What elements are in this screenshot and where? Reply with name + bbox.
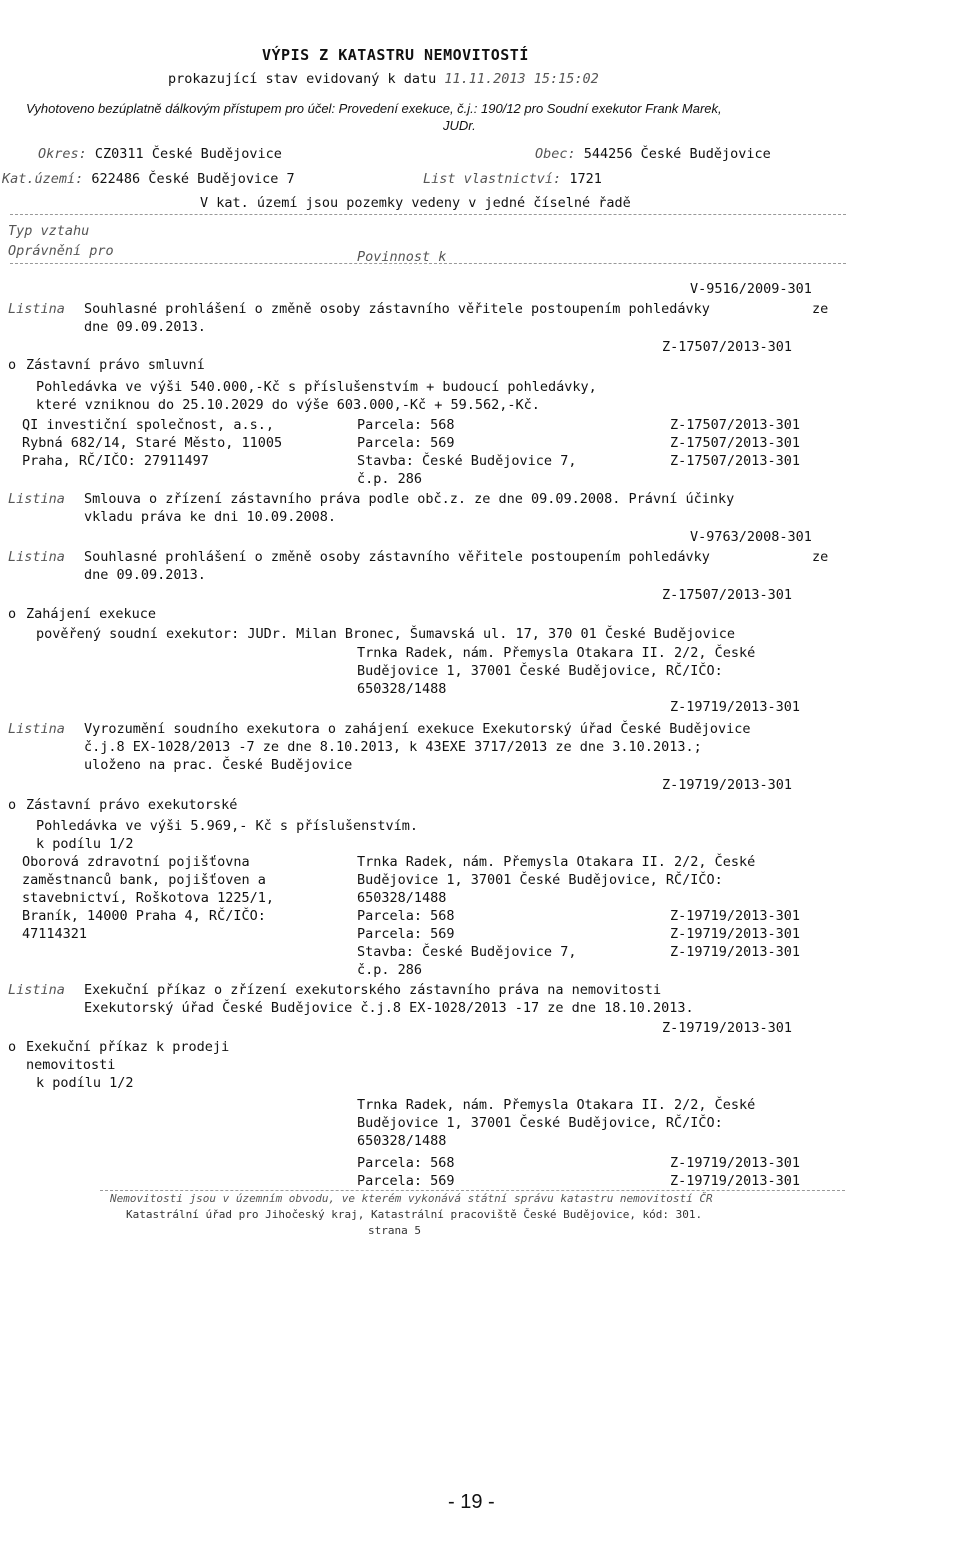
section-title: Exekuční příkaz k prodeji xyxy=(26,1039,230,1055)
object-text: Parcela: 569 xyxy=(357,435,455,451)
z-reference: Z-19719/2013-301 xyxy=(662,1020,793,1036)
object-text: č.p. 286 xyxy=(357,962,423,978)
listina-text: Exekuční příkaz o zřízení exekutorského zástavního práva na nemovitosti xyxy=(84,982,662,998)
z-reference: Z-19719/2013-301 xyxy=(662,777,793,793)
party-text: Braník, 14000 Praha 4, RČ/IČO: xyxy=(22,908,266,924)
issued-line-1: Vyhotoveno bezúplatně dálkovým přístupem pro účel: Provedení exekuce, č.j.: 190/12 pro Soudní exekutor Frank Marek, xyxy=(26,101,722,116)
party-text: QI investiční společnost, a.s., xyxy=(22,417,274,433)
okres-row xyxy=(38,145,282,163)
lv-row xyxy=(423,170,602,188)
z-reference: Z-19719/2013-301 xyxy=(670,699,801,715)
object-text: Parcela: 568 xyxy=(357,908,455,924)
party-text: Budějovice 1, 37001 České Budějovice, RČ/IČO: xyxy=(357,1115,723,1131)
section-text: pověřený soudní exekutor: JUDr. Milan Bronec, Šumavská ul. 17, 370 01 České Budějovice xyxy=(36,626,735,642)
z-reference: Z-19719/2013-301 xyxy=(670,926,801,942)
katuzemi-row xyxy=(2,170,295,188)
listina-text: dne 09.09.2013. xyxy=(84,567,206,583)
footer-line-3: strana 5 xyxy=(368,1224,421,1237)
party-text: 47114321 xyxy=(22,926,88,942)
z-reference: Z-17507/2013-301 xyxy=(662,339,793,355)
listina-text: dne 09.09.2013. xyxy=(84,319,206,335)
katuzemi-label: Kat.území: xyxy=(2,171,84,187)
z-reference: Z-19719/2013-301 xyxy=(670,908,801,924)
party-text: 650328/1488 xyxy=(357,1133,447,1149)
object-text: Stavba: České Budějovice 7, xyxy=(357,944,577,960)
party-text: zaměstnanců bank, pojišťoven a xyxy=(22,872,266,888)
footer-line-1: Nemovitosti jsou v územním obvodu, ve kterém vykonává státní správu katastru nemovitostí ČR xyxy=(110,1192,713,1205)
bullet-icon: o xyxy=(8,1039,17,1055)
z-reference: Z-19719/2013-301 xyxy=(670,1173,801,1189)
listina-label: Listina xyxy=(8,549,65,565)
party-text: Trnka Radek, nám. Přemysla Otakara II. 2/2, České xyxy=(357,645,756,661)
listina-text: ze xyxy=(812,549,829,565)
section-text: Pohledávka ve výši 540.000,-Kč s příslušenstvím + budoucí pohledávky, xyxy=(36,379,597,395)
header-divider-top xyxy=(10,214,846,215)
subtitle-prefix: prokazující stav evidovaný k datu xyxy=(168,71,437,87)
listina-text: Vyrozumění soudního exekutora o zahájení exekuce Exekutorský úřad České Budějovice xyxy=(84,721,751,737)
object-text: Parcela: 568 xyxy=(357,1155,455,1171)
section-title: nemovitosti xyxy=(26,1057,116,1073)
party-text: Praha, RČ/IČO: 27911497 xyxy=(22,453,209,469)
listina-text: vkladu práva ke dni 10.09.2008. xyxy=(84,509,336,525)
section-text: které vzniknou do 25.10.2029 do výše 603.000,-Kč + 59.562,-Kč. xyxy=(36,397,540,413)
party-text: Oborová zdravotní pojišťovna xyxy=(22,854,250,870)
party-text: Rybná 682/14, Staré Město, 11005 xyxy=(22,435,283,451)
party-text: Trnka Radek, nám. Přemysla Otakara II. 2/2, České xyxy=(357,854,756,870)
z-reference: Z-17507/2013-301 xyxy=(662,587,793,603)
document-subtitle xyxy=(168,70,599,88)
object-text: Parcela: 569 xyxy=(357,926,455,942)
header-divider-bottom xyxy=(10,263,846,264)
section-title: Zahájení exekuce xyxy=(26,606,157,622)
z-reference: Z-17507/2013-301 xyxy=(670,453,801,469)
section-text: k podílu 1/2 xyxy=(36,1075,134,1091)
footer-divider xyxy=(100,1190,845,1191)
listina-text: Souhlasné prohlášení o změně osoby zástavního věřitele postoupením pohledávky xyxy=(84,549,710,565)
listina-text: Souhlasné prohlášení o změně osoby zástavního věřitele postoupením pohledávky xyxy=(84,301,710,317)
document-title: VÝPIS Z KATASTRU NEMOVITOSTÍ xyxy=(262,46,529,64)
listina-text: Exekutorský úřad České Budějovice č.j.8 EX-1028/2013 -17 ze dne 18.10.2013. xyxy=(84,1000,694,1016)
party-text: Trnka Radek, nám. Přemysla Otakara II. 2/2, České xyxy=(357,1097,756,1113)
section-title: Zástavní právo smluvní xyxy=(26,357,205,373)
listina-label: Listina xyxy=(8,491,65,507)
bullet-icon: o xyxy=(8,606,17,622)
v-reference: V-9763/2008-301 xyxy=(690,529,812,545)
katuzemi-value: 622486 České Budějovice 7 xyxy=(91,171,295,187)
party-text: Budějovice 1, 37001 České Budějovice, RČ/IČO: xyxy=(357,663,723,679)
section-text: Pohledávka ve výši 5.969,- Kč s příslušenstvím. xyxy=(36,818,419,834)
bullet-icon: o xyxy=(8,357,17,373)
v-reference: V-9516/2009-301 xyxy=(690,281,812,297)
z-reference: Z-19719/2013-301 xyxy=(670,944,801,960)
col-povinnost-k: Povinnost k xyxy=(357,249,447,265)
col-opravneni-pro: Oprávnění pro xyxy=(8,243,114,259)
object-text: Stavba: České Budějovice 7, xyxy=(357,453,577,469)
obec-label: Obec: xyxy=(535,146,576,162)
katuzemi-note: V kat. území jsou pozemky vedeny v jedné číselné řadě xyxy=(200,195,631,211)
page-number: - 19 - xyxy=(448,1491,495,1513)
listina-text: Smlouva o zřízení zástavního práva podle obč.z. ze dne 09.09.2008. Právní účinky xyxy=(84,491,735,507)
listina-label: Listina xyxy=(8,982,65,998)
footer-line-2: Katastrální úřad pro Jihočeský kraj, Katastrální pracoviště České Budějovice, kód: 301. xyxy=(126,1208,703,1221)
bullet-icon: o xyxy=(8,797,17,813)
party-text: 650328/1488 xyxy=(357,890,447,906)
section-title: Zástavní právo exekutorské xyxy=(26,797,238,813)
lv-label: List vlastnictví: xyxy=(423,171,562,187)
object-text: č.p. 286 xyxy=(357,471,423,487)
okres-value: CZ0311 České Budějovice xyxy=(94,146,282,162)
z-reference: Z-19719/2013-301 xyxy=(670,1155,801,1171)
party-text: stavebnictví, Roškotova 1225/1, xyxy=(22,890,274,906)
obec-row xyxy=(535,145,771,163)
listina-label: Listina xyxy=(8,301,65,317)
issued-line-2: JUDr. xyxy=(443,118,476,133)
object-text: Parcela: 569 xyxy=(357,1173,455,1189)
section-text: k podílu 1/2 xyxy=(36,836,134,852)
party-text: 650328/1488 xyxy=(357,681,447,697)
z-reference: Z-17507/2013-301 xyxy=(670,417,801,433)
listina-text: ze xyxy=(812,301,829,317)
subtitle-date: 11.11.2013 15:15:02 xyxy=(444,71,599,87)
listina-label: Listina xyxy=(8,721,65,737)
lv-value: 1721 xyxy=(569,171,602,187)
z-reference: Z-17507/2013-301 xyxy=(670,435,801,451)
object-text: Parcela: 568 xyxy=(357,417,455,433)
listina-text: č.j.8 EX-1028/2013 -7 ze dne 8.10.2013, k 43EXE 3717/2013 ze dne 3.10.2013.; xyxy=(84,739,702,755)
col-typ-vztahu: Typ vztahu xyxy=(8,223,90,239)
okres-label: Okres: xyxy=(38,146,87,162)
party-text: Budějovice 1, 37001 České Budějovice, RČ/IČO: xyxy=(357,872,723,888)
obec-value: 544256 České Budějovice xyxy=(583,146,771,162)
listina-text: uloženo na prac. České Budějovice xyxy=(84,757,353,773)
